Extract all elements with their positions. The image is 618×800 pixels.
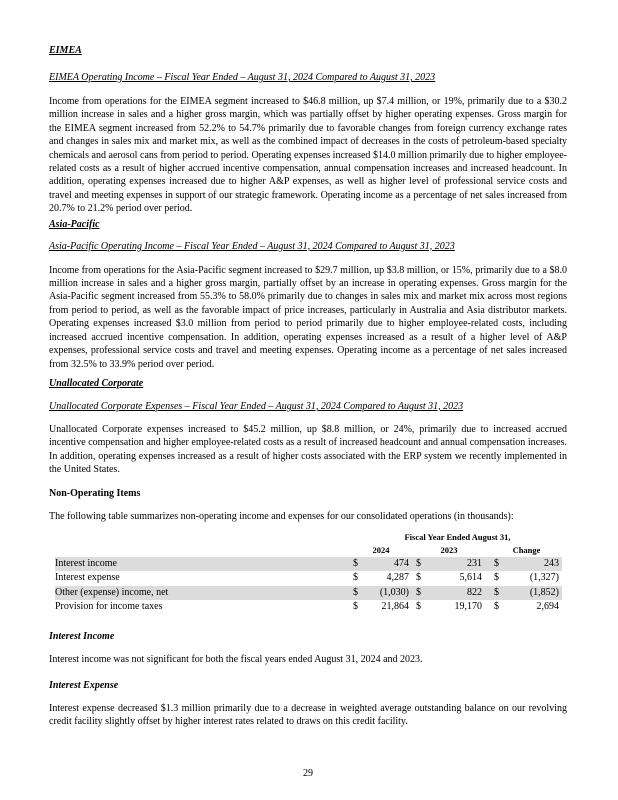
spacer-cell — [482, 600, 494, 614]
column-header-2023: 2023 — [440, 544, 458, 555]
section-heading-interest-income: Interest Income — [49, 631, 115, 643]
value-2023-cell: 231 — [428, 557, 482, 571]
value-2024-cell: 21,864 — [381, 600, 409, 612]
value-change-cell: 2,694 — [536, 600, 559, 612]
table-column-header-row — [55, 544, 562, 557]
subheading-unallocated-corporate-expenses: Unallocated Corporate Expenses – Fiscal Year Ended – August 31, 2024 Compared to August 31, 2023 — [49, 400, 464, 412]
spacer-cell — [409, 586, 416, 600]
value-change-cell: (1,327) — [529, 572, 559, 584]
spacer-cell — [409, 557, 416, 571]
currency-cell: $ — [353, 586, 365, 600]
value-2023-cell: 5,614 — [459, 572, 482, 584]
currency-cell: $ — [494, 600, 499, 612]
currency-cell: $ — [494, 586, 506, 600]
spacer-cell — [409, 571, 416, 585]
spacer-cell — [559, 586, 562, 600]
value-2024-cell: (1,030) — [365, 586, 409, 600]
row-label-cell: Interest expense — [55, 572, 120, 584]
table-span-header-row — [55, 531, 562, 544]
currency-cell: $ — [353, 600, 358, 612]
section-heading-unallocated-corporate: Unallocated Corporate — [49, 377, 144, 389]
row-label-cell: Other (expense) income, net — [55, 586, 353, 600]
value-change-cell: (1,852) — [506, 586, 559, 600]
page-number: 29 — [303, 768, 313, 779]
spacer-cell — [559, 600, 562, 614]
table-intro-text: The following table summarizes non-operating income and expenses for our consolidated operations (in thousands): — [49, 510, 514, 522]
value-2024-cell: 474 — [365, 557, 409, 571]
table-row — [55, 600, 562, 614]
section-heading-interest-expense: Interest Expense — [49, 679, 119, 691]
paragraph-eimea: Income from operations for the EIMEA segment increased to $46.8 million, up $7.4 million, or 19%, primarily due to a $30.2 million increase in sales and a higher gross margin, which was partially offset by higher operating expenses. Gross margin for the EIMEA segment increased from 52.2% to 54.7% primarily due to favorable changes from foreign currency exchange rates and changes in sales mix and market mix, as well as the combined impact of decreases in the costs of petroleum-based specialty chemicals and aerosol cans from period to period. Operating expenses increased $14.0 million primarily due to higher employee-related costs as a result of higher accrued incentive compensation, annual compensation increases and increased headcount. In addition, operating expenses increased due to higher A&P expenses, as well as higher level of professional service costs and travel and meeting expenses in support of our strategic framework. Operating income as a percentage of net sales increased from 20.7% to 21.2% period over period. — [49, 96, 567, 215]
paragraph-unallocated-corporate: Unallocated Corporate expenses increased to $45.2 million, up $8.8 million, or 24%, primarily due to increased accrued incentive compensation and higher employee-related costs as a result of increased headcount and annual compensation increases. In addition, operating expenses increased as a result of higher costs associated with the ERP system we recently implemented in the United States. — [49, 423, 567, 476]
currency-cell: $ — [494, 572, 499, 584]
value-2024-cell: 4,287 — [386, 572, 409, 584]
table-row — [55, 586, 562, 600]
subheading-asia-pacific-operating-income: Asia-Pacific Operating Income – Fiscal Year Ended – August 31, 2024 Compared to August 31, 2023 — [49, 240, 455, 252]
paragraph-interest-income: Interest income was not significant for both the fiscal years ended August 31, 2024 and 2023. — [49, 654, 423, 666]
row-label-cell: Provision for income taxes — [55, 600, 163, 612]
currency-cell: $ — [353, 572, 358, 584]
table-row — [55, 557, 562, 571]
table-span-header: Fiscal Year Ended August 31, — [404, 531, 511, 542]
value-change-cell: 243 — [506, 557, 559, 571]
paragraph-interest-expense: Interest expense decreased $1.3 million primarily due to a decrease in weighted average outstanding balance on our revolving credit facility slightly offset by higher interest rates related to draws on this credit facility. — [49, 702, 567, 727]
currency-cell: $ — [416, 600, 421, 612]
currency-cell: $ — [416, 557, 428, 571]
column-header-change: Change — [512, 544, 541, 555]
currency-cell: $ — [353, 557, 365, 571]
subheading-eimea-operating-income: EIMEA Operating Income – Fiscal Year Ended – August 31, 2024 Compared to August 31, 2023 — [49, 72, 436, 83]
spacer-cell — [482, 557, 494, 571]
paragraph-asia-pacific: Income from operations for the Asia-Pacific segment increased to $29.7 million, up $3.8 million, or 15%, primarily due to a $8.0 million increase in sales and a higher gross margin, partially offset by an increase in operating expenses. Gross margin for the Asia-Pacific segment increased from 55.3% to 58.0% primarily due to changes in sales mix and market mix across most regions from period to period, as well as the favorable impact of price increases, particularly in Australia and Asia distributor markets. Operating expenses increased $3.0 million from period to period primarily due to higher employee-related costs, including increased accrued incentive compensation. In addition, operating expenses increased as a result of a higher level of A&P expenses, professional service costs and travel and meeting expenses. Operating income as a percentage of net sales increased from 32.5% to 33.9% period over period. — [49, 264, 567, 370]
currency-cell: $ — [494, 557, 506, 571]
table-row — [55, 571, 562, 585]
spacer-cell — [559, 557, 562, 571]
spacer-cell — [482, 586, 494, 600]
value-2023-cell: 19,170 — [454, 600, 482, 612]
column-header-2024: 2024 — [372, 544, 390, 555]
section-heading-non-operating-items: Non-Operating Items — [49, 487, 141, 499]
row-label-cell: Interest income — [55, 557, 353, 571]
spacer-cell — [559, 571, 562, 585]
spacer-cell — [409, 600, 416, 614]
non-operating-table — [55, 531, 567, 614]
currency-cell: $ — [416, 586, 428, 600]
currency-cell: $ — [416, 572, 421, 584]
section-heading-asia-pacific: Asia-Pacific — [49, 218, 100, 230]
value-2023-cell: 822 — [428, 586, 482, 600]
section-heading-eimea: EIMEA — [49, 45, 82, 56]
spacer-cell — [482, 571, 494, 585]
